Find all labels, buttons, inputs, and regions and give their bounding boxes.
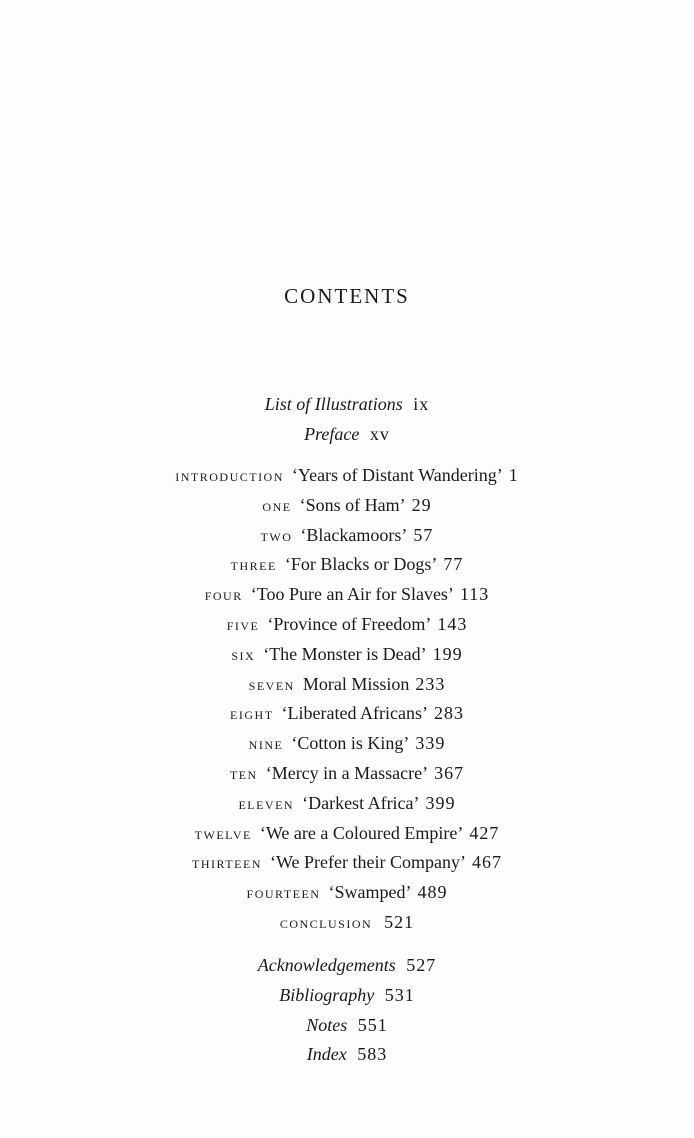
- toc-entry-page: 551: [357, 1014, 388, 1035]
- chapter-page: 199: [432, 643, 463, 664]
- front-matter-list: [0, 390, 694, 450]
- chapter-page: 283: [433, 703, 464, 724]
- chapter-page: 367: [434, 762, 465, 783]
- toc-entry-chapter-six[interactable]: [0, 640, 694, 670]
- chapter-label: seven: [248, 674, 295, 694]
- toc-entry-page: 583: [357, 1044, 388, 1065]
- chapter-title: ‘Darkest Africa’: [302, 792, 420, 813]
- chapter-label: eleven: [238, 793, 295, 813]
- toc-entry-chapter-twelve[interactable]: [0, 819, 694, 849]
- toc-entry-conclusion[interactable]: [0, 908, 694, 938]
- toc-entry-chapter-two[interactable]: [0, 521, 694, 551]
- toc-entry-acknowledgements[interactable]: [0, 951, 694, 981]
- chapter-page: 233: [415, 673, 446, 694]
- chapter-page: 143: [437, 613, 468, 634]
- toc-entry-page: 527: [406, 955, 437, 975]
- back-matter-list: [0, 951, 694, 1070]
- toc-entry-introduction[interactable]: [0, 461, 694, 491]
- chapter-title: ‘For Blacks or Dogs’: [284, 554, 438, 575]
- chapter-title: ‘Years of Distant Wandering’: [291, 465, 503, 485]
- page-title: CONTENTS: [284, 284, 410, 308]
- toc-entry-list-of-illustrations[interactable]: [0, 390, 694, 420]
- chapter-label: one: [262, 495, 292, 515]
- chapter-page: 399: [425, 792, 456, 813]
- chapter-page: 521: [384, 911, 415, 932]
- chapter-page: 489: [417, 882, 448, 903]
- toc-entry-chapter-four[interactable]: [0, 580, 694, 610]
- chapter-page: 1: [508, 465, 519, 485]
- chapter-title: ‘We are a Coloured Empire’: [259, 822, 464, 843]
- chapter-label: thirteen: [192, 853, 262, 873]
- toc-entry-chapter-one[interactable]: [0, 491, 694, 521]
- toc-entry-title: Acknowledgements: [257, 955, 396, 975]
- chapter-label: three: [230, 555, 277, 575]
- toc-entry-chapter-eight[interactable]: [0, 699, 694, 729]
- toc-entry-chapter-fourteen[interactable]: [0, 878, 694, 908]
- chapter-page: 113: [459, 584, 490, 605]
- chapter-label: five: [226, 614, 260, 634]
- toc-entry-title: Bibliography: [279, 984, 375, 1005]
- chapter-page: 29: [411, 494, 432, 515]
- toc-entry-index[interactable]: [0, 1040, 694, 1070]
- chapter-title: ‘Province of Freedom’: [267, 613, 432, 634]
- toc-entry-chapter-ten[interactable]: [0, 759, 694, 789]
- toc-entry-chapter-seven[interactable]: [0, 670, 694, 700]
- chapter-title: ‘Liberated Africans’: [281, 703, 428, 724]
- toc-entry-preface[interactable]: [0, 420, 694, 450]
- toc-entry-page: 531: [384, 984, 415, 1005]
- toc-entry-chapter-three[interactable]: [0, 550, 694, 580]
- chapter-label: eight: [230, 704, 274, 724]
- chapter-label: two: [260, 525, 293, 545]
- chapter-title: ‘Cotton is King’: [291, 733, 410, 754]
- toc-entry-title: List of Illustrations: [264, 394, 403, 414]
- chapter-page: 427: [469, 822, 500, 843]
- toc-entry-title: Index: [306, 1044, 347, 1065]
- chapter-page: 467: [471, 852, 502, 873]
- toc-entry-notes[interactable]: [0, 1011, 694, 1041]
- chapter-title: ‘Blackamoors’: [300, 524, 408, 545]
- chapter-page: 77: [443, 554, 464, 575]
- chapter-page: 57: [413, 524, 434, 545]
- chapter-title: ‘The Monster is Dead’: [263, 643, 427, 664]
- toc-entry-bibliography[interactable]: [0, 981, 694, 1011]
- chapter-label: twelve: [194, 823, 252, 843]
- toc-entry-page: xv: [369, 423, 390, 444]
- toc-entry-title: Preface: [304, 423, 360, 444]
- chapter-label: conclusion: [279, 912, 373, 932]
- chapter-title: ‘Sons of Ham’: [299, 494, 406, 515]
- toc-entry-chapter-nine[interactable]: [0, 729, 694, 759]
- toc-entry-chapter-eleven[interactable]: [0, 789, 694, 819]
- toc-entry-title: Notes: [306, 1014, 348, 1035]
- chapter-label: six: [231, 644, 256, 664]
- chapter-page: 339: [415, 733, 446, 754]
- chapter-title: ‘We Prefer their Company’: [269, 852, 466, 873]
- chapter-title: ‘Swamped’: [328, 882, 412, 903]
- chapter-title: ‘Mercy in a Massacre’: [265, 762, 429, 783]
- toc-entry-chapter-five[interactable]: [0, 610, 694, 640]
- chapter-label: ten: [229, 763, 258, 783]
- chapter-label: four: [204, 585, 243, 605]
- chapter-list: [0, 461, 694, 938]
- chapter-label: introduction: [175, 466, 284, 485]
- toc-entry-chapter-thirteen[interactable]: [0, 848, 694, 878]
- chapter-title: Moral Mission: [302, 673, 410, 694]
- chapter-label: nine: [248, 734, 284, 754]
- chapter-title: ‘Too Pure an Air for Slaves’: [250, 584, 454, 605]
- chapter-label: fourteen: [246, 883, 321, 903]
- toc-entry-page: ix: [413, 394, 430, 414]
